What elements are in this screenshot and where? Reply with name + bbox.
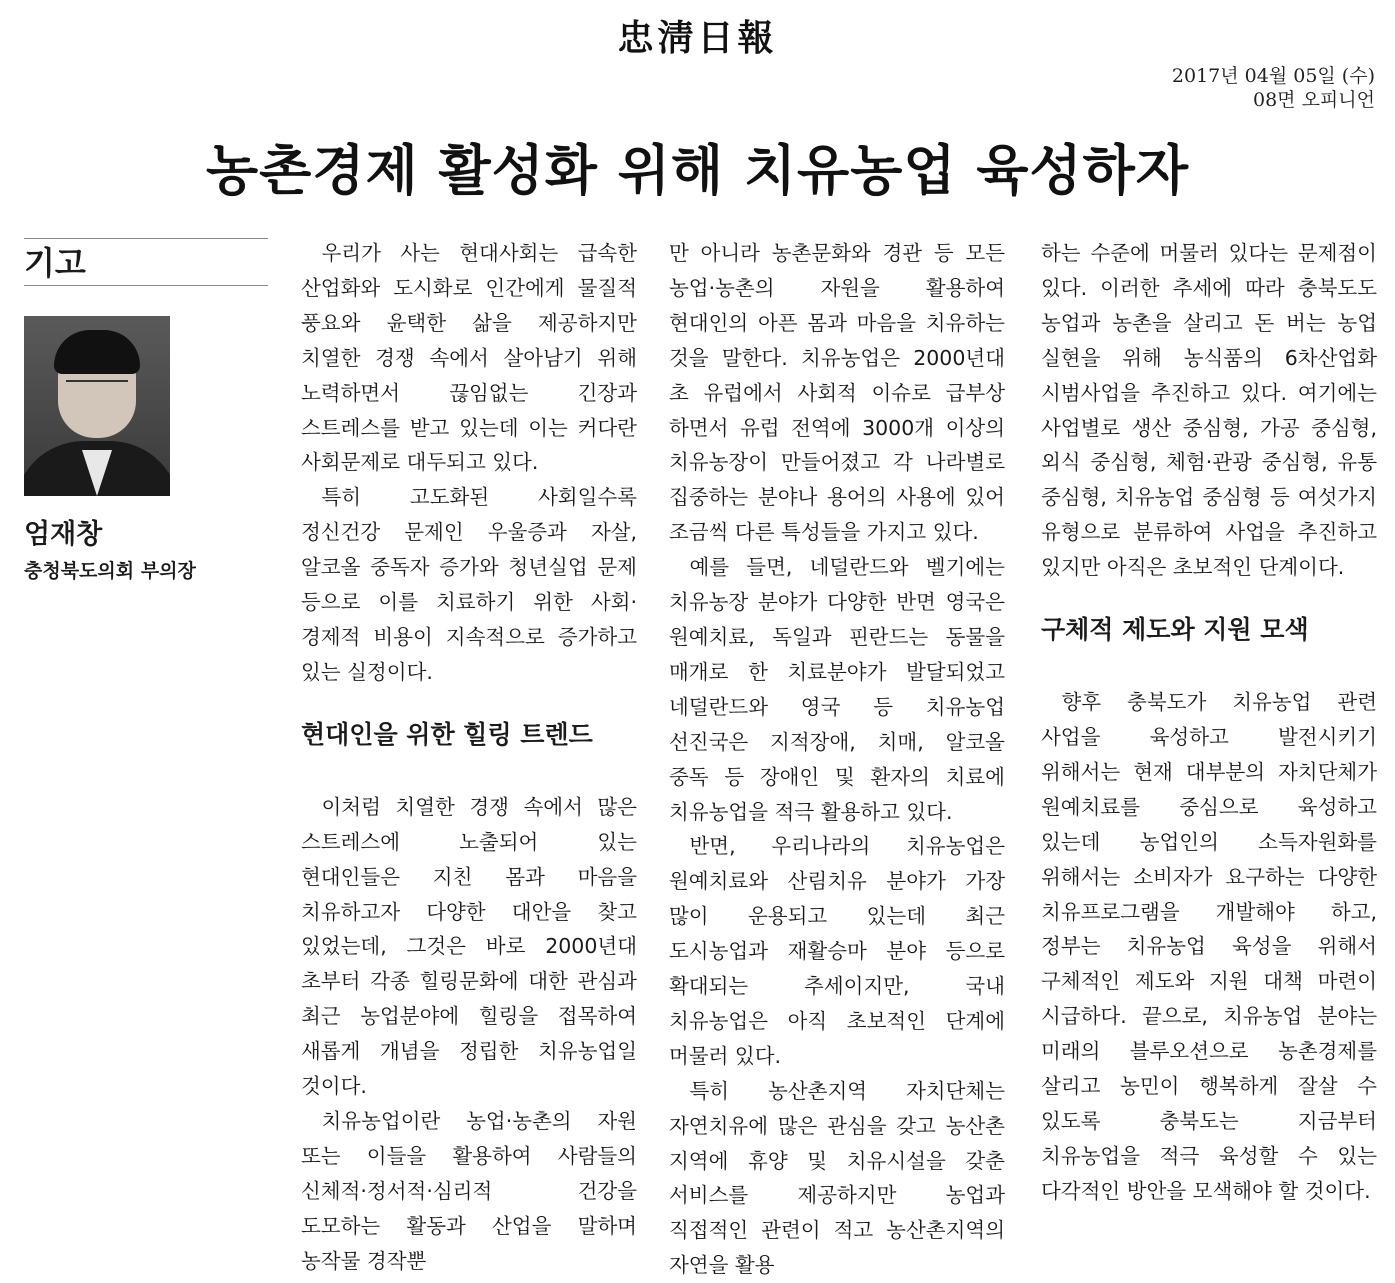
paragraph: 만 아니라 농촌문화와 경관 등 모든 농업·농촌의 자원을 활용하여 현대인의 아픈 몸과 마음을 치유하는 것을 말한다. 치유농업은 2000년대 초 유럽에서 사회적 이슈로 급부상 하면서 유럽 전역에 3000개 이상의 치유농장이 만들어졌고 각 나라별로 집중하는 분야나 용어의 사용에 있어 조금씩 다른 특성들을 가지고 있다. bbox=[669, 241, 1005, 545]
paragraph: 우리가 사는 현대사회는 급속한 산업화와 도시화로 인간에게 물질적 풍요와 윤택한 삶을 제공하지만 치열한 경쟁 속에서 살아남기 위해 노력하면서 끊임없는 긴장과 스트레스를 받고 있는데 이는 커다란 사회문제로 대두되고 있다. bbox=[301, 241, 637, 475]
article-column-2 bbox=[669, 236, 1005, 1283]
paragraph: 이처럼 치열한 경쟁 속에서 많은 스트레스에 노출되어 있는 현대인들은 지친 몸과 마음을 치유하고자 다양한 대안을 찾고 있었는데, 그것은 바로 2000년대 초부터 각종 힐링문화에 대한 관심과 최근 농업분야에 힐링을 접목하여 새롭게 개념을 정립한 치유농업일 것이다. bbox=[301, 794, 637, 1099]
article-column-1 bbox=[301, 236, 637, 1278]
paragraph: 향후 충북도가 치유농업 관련 사업을 육성하고 발전시키기 위해서는 현재 대부분의 자치단체가 원예치료를 중심으로 육성하고 있는데 농업인의 소득자원화를 위해서는 소비자가 요구하는 다양한 치유프로그램을 개발해야 하고, 정부는 치유농업 육성을 위해서 구체적인 제도와 지원 대책 마련이 시급하다. 끝으로, 치유농업 분야는 미래의 블루오션으로 농촌경제를 살리고 농민이 행복하게 잘살 수 있도록 충북도는 지금부터 치유농업을 적극 육성할 수 있는 다각적인 방안을 모색해야 할 것이다. bbox=[1041, 690, 1377, 1203]
newspaper-masthead: 忠淸日報 bbox=[617, 17, 778, 59]
subheading: 구체적 제도와 지원 모색 bbox=[1041, 615, 1309, 645]
paragraph: 예를 들면, 네덜란드와 벨기에는 치유농장 분야가 다양한 반면 영국은 원예치료, 독일과 핀란드는 동물을 매개로 한 치료분야가 발달되었고 네덜란드와 영국 등 치유농업 선진국은 지적장애, 치매, 알코올 중독 등 장애인 및 환자의 치료에 치유농업을 적극 활용하고 있다. bbox=[669, 555, 1005, 824]
paragraph: 하는 수준에 머물러 있다는 문제점이 있다. 이러한 추세에 따라 충북도도 농업과 농촌을 살리고 돈 버는 농업 실현을 위해 농식품의 6차산업화 시범사업을 추진하고 있다. 여기에는 사업별로 생산 중심형, 가공 중심형, 외식 중심형, 체험·관광 중심형, 유통 중심형, 치유농업 중심형 등 여섯가지 유형으로 분류하여 사업을 추진하고 있지만 아직은 초보적인 단계이다. bbox=[1041, 241, 1377, 580]
article-headline: 농촌경제 활성화 위해 치유농업 육성하자 bbox=[206, 139, 1189, 202]
paragraph: 특히 농산촌지역 자치단체는 자연치유에 많은 관심을 갖고 농산촌 지역에 휴양 및 치유시설을 갖춘 서비스를 제공하지만 농업과 직접적인 관련이 적고 농산촌지역의 자연을 활용 bbox=[669, 1078, 1005, 1278]
author-sidebar bbox=[24, 238, 268, 584]
paragraph: 치유농업이란 농업·농촌의 자원 또는 이들을 활용하여 사람들의 신체적·정서적·심리적 건강을 도모하는 활동과 산업을 말하며 농작물 경작뿐 bbox=[301, 1108, 637, 1273]
section-label: 기고 bbox=[24, 244, 86, 282]
author-title: 충청북도의회 부의장 bbox=[24, 560, 196, 582]
dateline bbox=[1115, 64, 1375, 112]
article-column-3 bbox=[1041, 236, 1377, 1209]
subheading: 현대인을 위한 힐링 트렌드 bbox=[301, 719, 593, 749]
paragraph: 반면, 우리나라의 치유농업은 원예치료와 산림치유 분야가 가장 많이 운용되고 있는데 최근 도시농업과 재활승마 분야 등으로 확대되는 추세이지만, 국내 치유농업은 아직 초보적인 단계에 머물러 있다. bbox=[669, 834, 1005, 1068]
author-name: 엄재창 bbox=[24, 519, 103, 550]
paragraph: 특히 고도화된 사회일수록 정신건강 문제인 우울증과 자살, 알코올 중독자 증가와 청년실업 문제 등으로 이를 치료하기 위한 사회·경제적 비용이 지속적으로 증가하고 있는 실정이다. bbox=[301, 485, 637, 684]
publication-date: 2017년 04월 05일 (수) bbox=[1171, 65, 1375, 87]
author-photo bbox=[24, 316, 170, 496]
page-section: 08면 오피니언 bbox=[1253, 89, 1375, 111]
divider bbox=[24, 285, 268, 286]
